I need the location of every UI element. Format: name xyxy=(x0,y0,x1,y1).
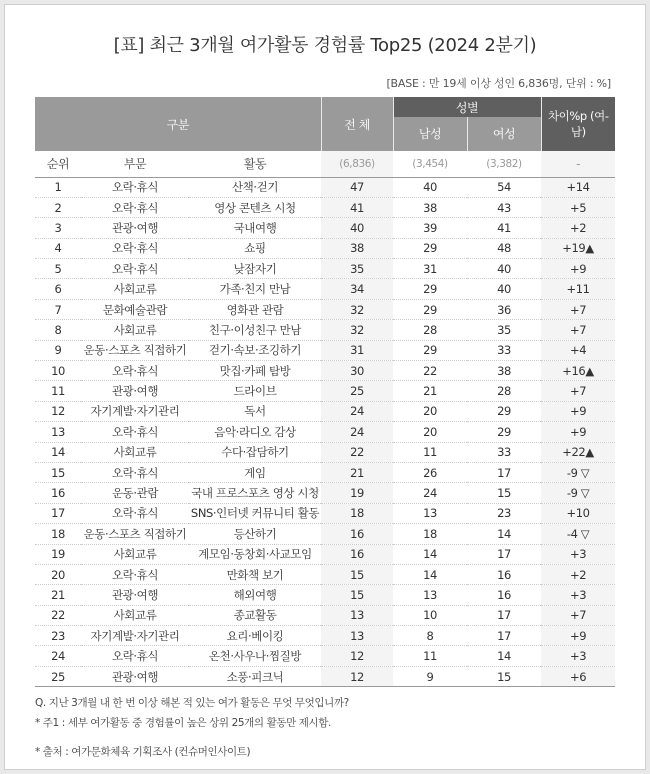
female-cell: 36 xyxy=(467,299,541,319)
rank-cell: 4 xyxy=(35,238,81,258)
total-cell: 15 xyxy=(321,585,393,605)
report-card xyxy=(4,4,646,770)
male-cell: 20 xyxy=(393,401,467,421)
male-cell: 39 xyxy=(393,218,467,238)
rank-cell: 19 xyxy=(35,544,81,564)
table-row xyxy=(35,218,615,238)
activity-cell: 수다·잡담하기 xyxy=(189,442,321,462)
female-cell: 33 xyxy=(467,340,541,360)
female-cell: 48 xyxy=(467,238,541,258)
rank-cell: 8 xyxy=(35,320,81,340)
rank-cell: 15 xyxy=(35,462,81,482)
activity-cell: 만화책 보기 xyxy=(189,564,321,584)
diff-cell: +3 xyxy=(541,544,615,564)
activity-cell: 쇼핑 xyxy=(189,238,321,258)
activity-cell: 가족·친지 만남 xyxy=(189,279,321,299)
rank-cell: 17 xyxy=(35,503,81,523)
table-row xyxy=(35,564,615,584)
diff-cell: +22▲ xyxy=(541,442,615,462)
table-row xyxy=(35,197,615,217)
female-cell: 14 xyxy=(467,524,541,544)
footnote-source: * 출처 : 여가문화체육 기획조사 (컨슈머인사이트) xyxy=(35,746,251,758)
female-cell: 43 xyxy=(467,197,541,217)
total-cell: 32 xyxy=(321,320,393,340)
category-cell: 관광·여행 xyxy=(81,218,189,238)
diff-cell: +11 xyxy=(541,279,615,299)
activity-cell: 요리·베이킹 xyxy=(189,626,321,646)
diff-cell: -9 ▽ xyxy=(541,483,615,503)
rank-cell: 16 xyxy=(35,483,81,503)
table-row xyxy=(35,259,615,279)
category-cell: 자기계발·자기관리 xyxy=(81,401,189,421)
base-note: [BASE : 만 19세 이상 성인 6,836명, 단위 : %] xyxy=(386,77,611,90)
total-cell: 25 xyxy=(321,381,393,401)
diff-cell: +9 xyxy=(541,259,615,279)
rank-cell: 20 xyxy=(35,564,81,584)
category-cell: 오락·휴식 xyxy=(81,462,189,482)
total-cell: 24 xyxy=(321,401,393,421)
diff-cell: +7 xyxy=(541,605,615,625)
male-cell: 14 xyxy=(393,564,467,584)
header-male: 남성 xyxy=(393,117,467,151)
activity-cell: 해외여행 xyxy=(189,585,321,605)
category-cell: 사회교류 xyxy=(81,544,189,564)
subheader-diff: - xyxy=(541,151,615,177)
category-cell: 사회교류 xyxy=(81,605,189,625)
category-cell: 문화예술관람 xyxy=(81,299,189,319)
diff-cell: +7 xyxy=(541,381,615,401)
category-cell: 운동·관람 xyxy=(81,483,189,503)
category-cell: 관광·여행 xyxy=(81,585,189,605)
male-cell: 29 xyxy=(393,238,467,258)
activity-cell: 영상 콘텐츠 시청 xyxy=(189,197,321,217)
rank-cell: 25 xyxy=(35,666,81,686)
diff-cell: -4 ▽ xyxy=(541,524,615,544)
table-row xyxy=(35,340,615,360)
category-cell: 관광·여행 xyxy=(81,666,189,686)
subheader-male-n: (3,454) xyxy=(393,151,467,177)
footnote-note1: * 주1 : 세부 여가활동 중 경험률이 높은 상위 25개의 활동만 제시함. xyxy=(35,717,331,729)
male-cell: 9 xyxy=(393,666,467,686)
activity-cell: 온천·사우나·찜질방 xyxy=(189,646,321,666)
rank-cell: 3 xyxy=(35,218,81,238)
male-cell: 29 xyxy=(393,299,467,319)
female-cell: 16 xyxy=(467,585,541,605)
table-row xyxy=(35,381,615,401)
diff-cell: +2 xyxy=(541,564,615,584)
activity-cell: 영화관 관람 xyxy=(189,299,321,319)
table-row xyxy=(35,320,615,340)
rank-cell: 5 xyxy=(35,259,81,279)
category-cell: 사회교류 xyxy=(81,279,189,299)
header-total: 전 체 xyxy=(321,97,393,151)
subheader-activity: 활동 xyxy=(189,151,321,177)
category-cell: 오락·휴식 xyxy=(81,259,189,279)
category-cell: 오락·휴식 xyxy=(81,197,189,217)
activity-cell: 종교활동 xyxy=(189,605,321,625)
activity-cell: 낮잠자기 xyxy=(189,259,321,279)
table-row xyxy=(35,483,615,503)
rank-cell: 13 xyxy=(35,422,81,442)
activity-cell: 계모임·동창회·사교모임 xyxy=(189,544,321,564)
female-cell: 29 xyxy=(467,401,541,421)
male-cell: 22 xyxy=(393,361,467,381)
male-cell: 13 xyxy=(393,585,467,605)
table-row xyxy=(35,279,615,299)
male-cell: 28 xyxy=(393,320,467,340)
female-cell: 17 xyxy=(467,626,541,646)
category-cell: 오락·휴식 xyxy=(81,503,189,523)
table-row xyxy=(35,442,615,462)
male-cell: 18 xyxy=(393,524,467,544)
female-cell: 54 xyxy=(467,177,541,197)
activity-table xyxy=(35,97,615,687)
total-cell: 16 xyxy=(321,524,393,544)
total-cell: 21 xyxy=(321,462,393,482)
activity-cell: 친구·이성친구 만남 xyxy=(189,320,321,340)
rank-cell: 24 xyxy=(35,646,81,666)
category-cell: 사회교류 xyxy=(81,442,189,462)
diff-cell: +3 xyxy=(541,585,615,605)
activity-cell: SNS·인터넷 커뮤니티 활동 xyxy=(189,503,321,523)
table-row xyxy=(35,544,615,564)
activity-cell: 맛집·카페 탐방 xyxy=(189,361,321,381)
rank-cell: 2 xyxy=(35,197,81,217)
table-row xyxy=(35,299,615,319)
total-cell: 38 xyxy=(321,238,393,258)
total-cell: 35 xyxy=(321,259,393,279)
table-row xyxy=(35,422,615,442)
table-row xyxy=(35,666,615,686)
category-cell: 오락·휴식 xyxy=(81,238,189,258)
activity-cell: 산책·걷기 xyxy=(189,177,321,197)
diff-cell: +5 xyxy=(541,197,615,217)
male-cell: 26 xyxy=(393,462,467,482)
table-row xyxy=(35,646,615,666)
male-cell: 8 xyxy=(393,626,467,646)
category-cell: 운동·스포츠 직접하기 xyxy=(81,340,189,360)
header-female: 여성 xyxy=(467,117,541,151)
male-cell: 24 xyxy=(393,483,467,503)
category-cell: 오락·휴식 xyxy=(81,646,189,666)
diff-cell: +9 xyxy=(541,422,615,442)
table-row xyxy=(35,177,615,197)
table-row xyxy=(35,462,615,482)
total-cell: 22 xyxy=(321,442,393,462)
category-cell: 자기계발·자기관리 xyxy=(81,626,189,646)
female-cell: 17 xyxy=(467,462,541,482)
diff-cell: +16▲ xyxy=(541,361,615,381)
female-cell: 17 xyxy=(467,544,541,564)
header-gender: 성별 xyxy=(393,97,541,117)
rank-cell: 11 xyxy=(35,381,81,401)
table-row xyxy=(35,361,615,381)
rank-cell: 9 xyxy=(35,340,81,360)
male-cell: 38 xyxy=(393,197,467,217)
total-cell: 13 xyxy=(321,605,393,625)
rank-cell: 21 xyxy=(35,585,81,605)
total-cell: 32 xyxy=(321,299,393,319)
total-cell: 41 xyxy=(321,197,393,217)
category-cell: 오락·휴식 xyxy=(81,361,189,381)
activity-cell: 국내여행 xyxy=(189,218,321,238)
total-cell: 19 xyxy=(321,483,393,503)
male-cell: 14 xyxy=(393,544,467,564)
table-row xyxy=(35,626,615,646)
diff-cell: +9 xyxy=(541,626,615,646)
rank-cell: 18 xyxy=(35,524,81,544)
activity-cell: 등산하기 xyxy=(189,524,321,544)
rank-cell: 7 xyxy=(35,299,81,319)
total-cell: 18 xyxy=(321,503,393,523)
page-title: [표] 최근 3개월 여가활동 경험률 Top25 (2024 2분기) xyxy=(113,35,537,56)
total-cell: 24 xyxy=(321,422,393,442)
diff-cell: +14 xyxy=(541,177,615,197)
rank-cell: 22 xyxy=(35,605,81,625)
category-cell: 오락·휴식 xyxy=(81,564,189,584)
diff-cell: +4 xyxy=(541,340,615,360)
female-cell: 16 xyxy=(467,564,541,584)
female-cell: 28 xyxy=(467,381,541,401)
total-cell: 13 xyxy=(321,626,393,646)
activity-cell: 음악·라디오 감상 xyxy=(189,422,321,442)
diff-cell: +7 xyxy=(541,320,615,340)
female-cell: 17 xyxy=(467,605,541,625)
table-row xyxy=(35,585,615,605)
male-cell: 11 xyxy=(393,442,467,462)
male-cell: 31 xyxy=(393,259,467,279)
header-diff: 차이%p (여-남) xyxy=(541,97,615,151)
table-row xyxy=(35,401,615,421)
activity-cell: 국내 프로스포츠 영상 시청 xyxy=(189,483,321,503)
female-cell: 35 xyxy=(467,320,541,340)
category-cell: 오락·휴식 xyxy=(81,177,189,197)
female-cell: 41 xyxy=(467,218,541,238)
male-cell: 29 xyxy=(393,279,467,299)
total-cell: 40 xyxy=(321,218,393,238)
diff-cell: -9 ▽ xyxy=(541,462,615,482)
total-cell: 31 xyxy=(321,340,393,360)
total-cell: 12 xyxy=(321,666,393,686)
female-cell: 33 xyxy=(467,442,541,462)
female-cell: 38 xyxy=(467,361,541,381)
category-cell: 운동·스포츠 직접하기 xyxy=(81,524,189,544)
diff-cell: +19▲ xyxy=(541,238,615,258)
table-row xyxy=(35,503,615,523)
subheader-category: 부문 xyxy=(81,151,189,177)
rank-cell: 12 xyxy=(35,401,81,421)
female-cell: 23 xyxy=(467,503,541,523)
total-cell: 30 xyxy=(321,361,393,381)
rank-cell: 14 xyxy=(35,442,81,462)
category-cell: 관광·여행 xyxy=(81,381,189,401)
activity-cell: 게임 xyxy=(189,462,321,482)
subheader-total-n: (6,836) xyxy=(321,151,393,177)
subheader-female-n: (3,382) xyxy=(467,151,541,177)
male-cell: 21 xyxy=(393,381,467,401)
male-cell: 11 xyxy=(393,646,467,666)
header-group: 구분 xyxy=(35,97,321,151)
activity-cell: 드라이브 xyxy=(189,381,321,401)
female-cell: 14 xyxy=(467,646,541,666)
male-cell: 13 xyxy=(393,503,467,523)
table-body xyxy=(35,177,615,687)
male-cell: 40 xyxy=(393,177,467,197)
diff-cell: +9 xyxy=(541,401,615,421)
female-cell: 40 xyxy=(467,279,541,299)
category-cell: 사회교류 xyxy=(81,320,189,340)
category-cell: 오락·휴식 xyxy=(81,422,189,442)
female-cell: 40 xyxy=(467,259,541,279)
male-cell: 20 xyxy=(393,422,467,442)
diff-cell: +10 xyxy=(541,503,615,523)
rank-cell: 10 xyxy=(35,361,81,381)
activity-cell: 걷기·속보·조깅하기 xyxy=(189,340,321,360)
male-cell: 29 xyxy=(393,340,467,360)
diff-cell: +3 xyxy=(541,646,615,666)
total-cell: 15 xyxy=(321,564,393,584)
rank-cell: 6 xyxy=(35,279,81,299)
table-row xyxy=(35,605,615,625)
rank-cell: 23 xyxy=(35,626,81,646)
activity-cell: 소풍·피크닉 xyxy=(189,666,321,686)
table-row xyxy=(35,524,615,544)
diff-cell: +6 xyxy=(541,666,615,686)
female-cell: 29 xyxy=(467,422,541,442)
activity-cell: 독서 xyxy=(189,401,321,421)
total-cell: 16 xyxy=(321,544,393,564)
diff-cell: +7 xyxy=(541,299,615,319)
footnote-question: Q. 지난 3개월 내 한 번 이상 해본 적 있는 여가 활동은 무엇 무엇입니까? xyxy=(35,697,349,709)
table-row xyxy=(35,238,615,258)
total-cell: 47 xyxy=(321,177,393,197)
subheader-rank: 순위 xyxy=(35,151,81,177)
rank-cell: 1 xyxy=(35,177,81,197)
total-cell: 34 xyxy=(321,279,393,299)
female-cell: 15 xyxy=(467,666,541,686)
female-cell: 15 xyxy=(467,483,541,503)
total-cell: 12 xyxy=(321,646,393,666)
male-cell: 10 xyxy=(393,605,467,625)
diff-cell: +2 xyxy=(541,218,615,238)
subheader-row xyxy=(35,151,615,177)
